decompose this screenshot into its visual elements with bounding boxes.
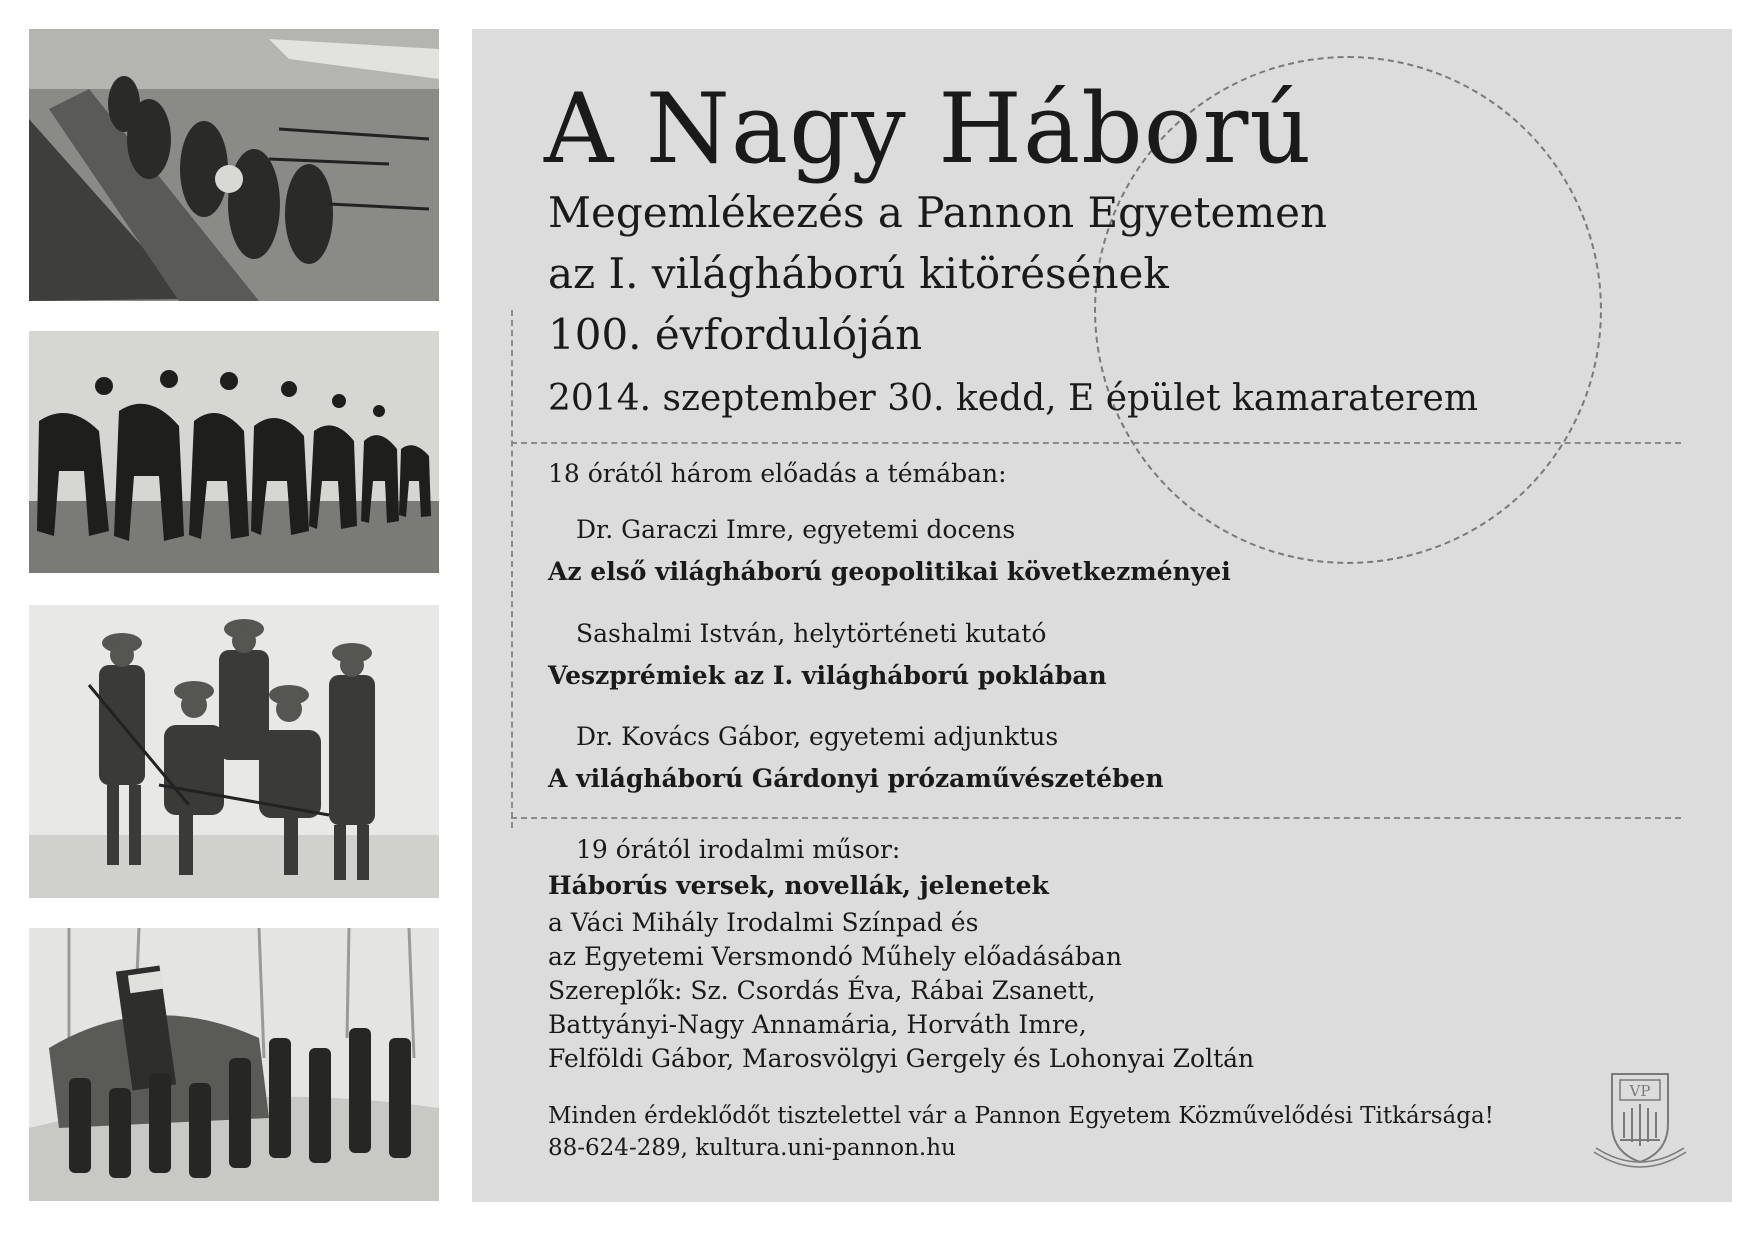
- event-date-venue: 2014. szeptember 30. kedd, E épület kamaraterem: [548, 378, 1478, 419]
- dashed-vertical-rule: [511, 310, 513, 828]
- subtitle-line: az I. világháború kitörésének: [548, 249, 1169, 298]
- program-line: Battyányi-Nagy Annamária, Horváth Imre,: [548, 1010, 1087, 1039]
- crest-initials: VP: [1629, 1082, 1651, 1100]
- dashed-divider: [511, 817, 1681, 819]
- lecture-speaker: Sashalmi István, helytörténeti kutató: [576, 619, 1047, 648]
- program-line: az Egyetemi Versmondó Műhely előadásában: [548, 942, 1122, 971]
- artillery-crew-photo: [29, 928, 439, 1201]
- trench-soldiers-photo: [29, 29, 439, 301]
- contact-info: 88-624-289, kultura.uni-pannon.hu: [548, 1135, 956, 1161]
- four-soldiers-portrait-photo: [29, 605, 439, 898]
- subtitle-line: Megemlékezés a Pannon Egyetemen: [548, 188, 1328, 237]
- lecture-topic: Az első világháború geopolitikai következményei: [548, 557, 1231, 586]
- university-crest-icon: [1592, 1068, 1688, 1172]
- lecture-topic: A világháború Gárdonyi prózaművészetében: [548, 764, 1164, 793]
- lecture-topic: Veszprémiek az I. világháború poklában: [548, 661, 1107, 690]
- lecture-speaker: Dr. Garaczi Imre, egyetemi docens: [576, 515, 1016, 544]
- program-line: Szereplők: Sz. Csordás Éva, Rábai Zsanett,: [548, 976, 1096, 1005]
- poster-title: A Nagy Háború: [544, 73, 1313, 185]
- subtitle-line: 100. évfordulóján: [548, 310, 923, 359]
- invitation-text: Minden érdeklődőt tisztelettel vár a Pannon Egyetem Közművelődési Titkársága!: [548, 1103, 1494, 1129]
- dashed-divider: [511, 442, 1681, 444]
- cavalry-photo: [29, 331, 439, 573]
- lectures-intro: 18 órától három előadás a témában:: [548, 459, 1007, 488]
- program-title: Háborús versek, novellák, jelenetek: [548, 871, 1049, 900]
- lecture-speaker: Dr. Kovács Gábor, egyetemi adjunktus: [576, 722, 1059, 751]
- program-intro: 19 órától irodalmi műsor:: [576, 835, 901, 864]
- program-line: Felföldi Gábor, Marosvölgyi Gergely és Lohonyai Zoltán: [548, 1044, 1255, 1073]
- program-line: a Váci Mihály Irodalmi Színpad és: [548, 908, 979, 937]
